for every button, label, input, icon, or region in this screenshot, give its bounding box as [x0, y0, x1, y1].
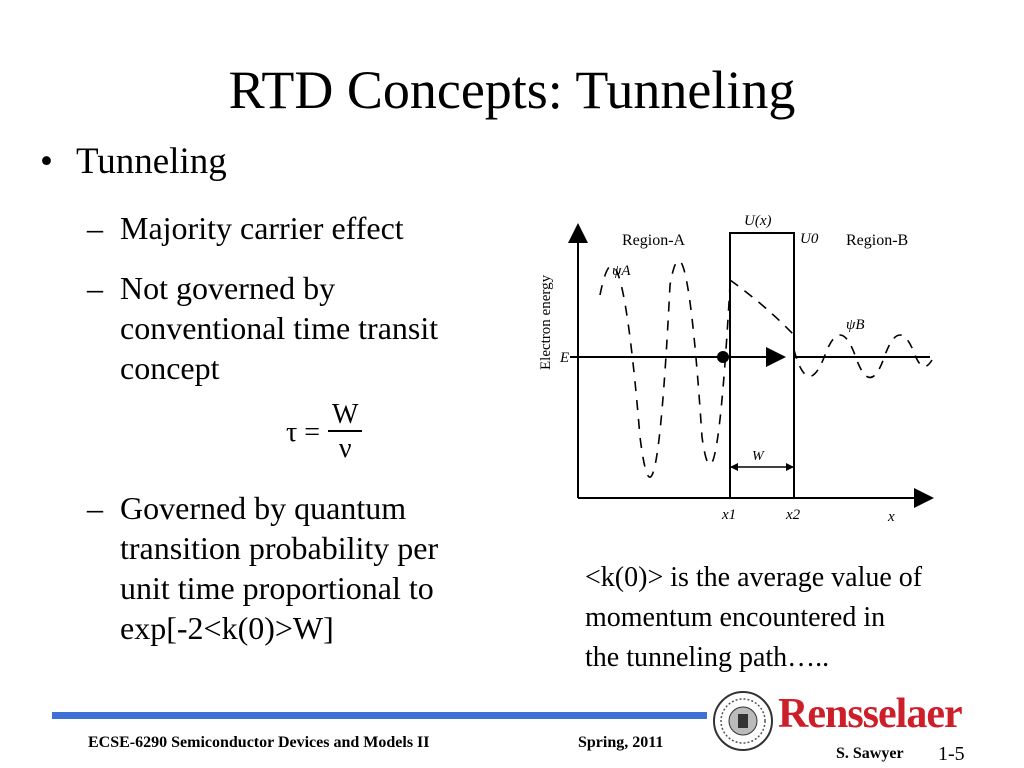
transit-time-formula — [286, 400, 362, 466]
energy-label: E — [560, 350, 570, 366]
footer-term: Spring, 2011 — [578, 734, 664, 751]
barrier-height-label: U0 — [800, 231, 819, 247]
wavefunction-decay — [730, 280, 794, 335]
sub-bullet-governed: – Governed by quantum transition probability per unit time proportional to exp[-2<k(0)>W] — [87, 490, 439, 646]
bullet-tunneling — [40, 140, 227, 184]
university-seal-icon — [712, 690, 774, 752]
formula-fraction — [328, 400, 362, 466]
footer-divider — [52, 712, 707, 719]
y-axis-label: Electron energy — [538, 274, 554, 370]
tunneling-diagram — [520, 205, 950, 535]
footer-author: S. Sawyer — [836, 745, 904, 762]
electron-dot — [717, 351, 729, 363]
width-label: W — [752, 449, 764, 464]
psi-a-label: ψA — [612, 263, 631, 279]
sub-bullet-not-governed: – Not governed by conventional time transit concept — [87, 270, 439, 386]
footer-course: ECSE-6290 Semiconductor Devices and Models II — [88, 734, 430, 751]
formula-denominator: ν — [338, 433, 352, 464]
rensselaer-logo: Rensselaer — [778, 691, 962, 737]
x-axis-label: x — [888, 509, 895, 525]
region-a-label: Region-A — [622, 232, 686, 249]
slide-title: RTD Concepts: Tunneling — [228, 60, 796, 120]
bullet-text: Tunneling — [76, 141, 227, 182]
sub-bullet-text: Majority carrier effect — [120, 210, 404, 246]
psi-b-label: ψB — [846, 317, 865, 333]
wavefunction-a — [600, 261, 730, 478]
page-number: 1-5 — [938, 743, 965, 765]
bullet-marker: • — [40, 141, 53, 182]
sub-bullet-majority: – Majority carrier effect — [87, 210, 404, 246]
formula-numerator: W — [332, 399, 359, 430]
region-b-label: Region-B — [846, 232, 909, 249]
x1-label: x1 — [722, 507, 737, 523]
momentum-caption: <k(0)> is the average value of momentum encountered in the tunneling path….. — [585, 562, 923, 673]
formula-lhs: τ = — [286, 417, 321, 448]
x2-label: x2 — [786, 507, 801, 523]
barrier-label: U(x) — [744, 213, 772, 229]
